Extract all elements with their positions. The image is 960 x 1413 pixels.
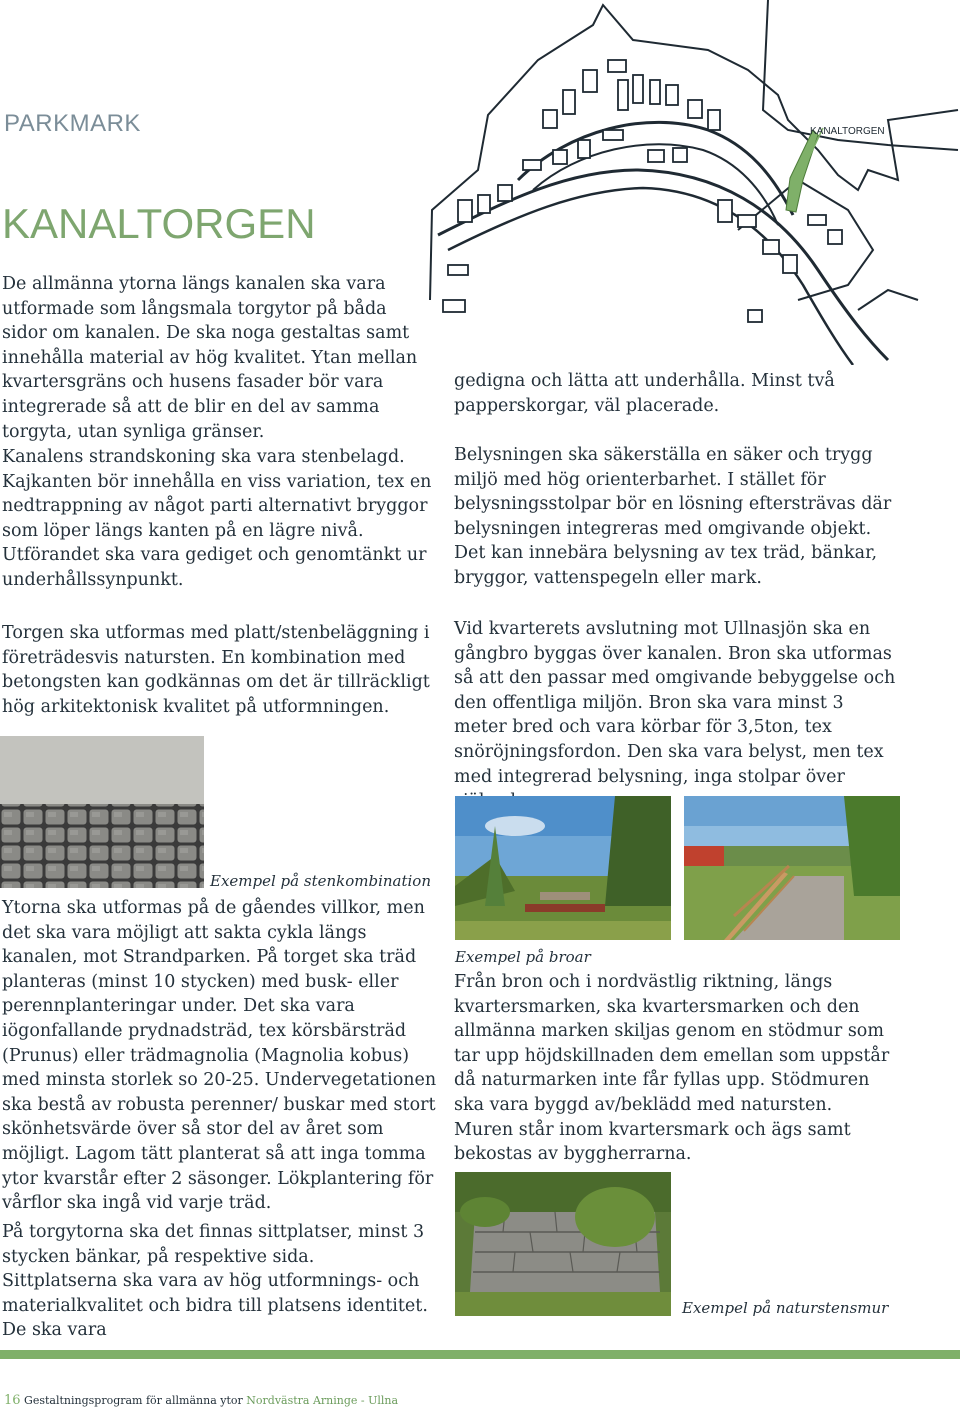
left-paragraph-2: Kanalens strandskoning ska vara stenbelagd. Kajkanten bör innehålla en viss variation, tex en nedtrappning av något parti alternativt bryggor som löper längs kanten på en lägre nivå. Utförandet ska vara gediget och genomtänkt ur underhållssynpunkt.	[2, 447, 432, 590]
left-paragraph-4: Ytorna ska utformas på de gåendes villkor, men det ska vara möjligt att sakta cykla längs kanalen, mot Strandparken. På torget ska träd planteras (minst 10 stycken) med busk- eller perennplanteringar under. Det ska vara iögonfallande prydnadsträd, tex körsbärsträd (Prunus) eller trädmagnolia (Magnolia kobus) med minsta storlek so 20-25. Undervegetationen ska bestå av robusta perenner/ buskar med stort skönhetsvärde över så stor del av året som möjligt. Lagom tätt planterat så att inga tomma ytor kvarstår efter 2 säsonger. Lökplantering för vårflor ska ingå vid varje träd.	[2, 898, 437, 1214]
footer	[4, 1393, 398, 1408]
site-plan-map	[418, 0, 960, 365]
bridges-caption: Exempel på broar	[455, 948, 591, 966]
right-paragraph-3: Vid kvarterets avslutning mot Ullnasjön ska en gångbro byggas över kanalen. Bron ska utformas så att den passar med omgivande bebyggelse och den offentliga miljön. Bron ska vara minst 3 meter bred och vara körbar för 3,5ton, tex snöröjningsfordon. Den ska vara belyst, men tex med integrerad belysning, inga stolpar över	[454, 619, 896, 787]
footer-text: Gestaltningsprogram för allmänna ytor	[24, 1394, 243, 1407]
page-title: KANALTORGEN	[2, 200, 316, 247]
footer-area: Nordvästra Arninge - Ullna	[246, 1394, 399, 1407]
stone-wall-photo	[455, 1172, 671, 1316]
left-paragraph-5: På torgytorna ska det finnas sittplatser, minst 3 stycken bänkar, på respektive sida. Sittplatserna ska vara av hög utformnings- och materialkvalitet och bidra till platsens identitet. De ska vara	[2, 1222, 428, 1341]
section-label: PARKMARK	[4, 110, 141, 137]
page-number: 16	[4, 1393, 21, 1408]
right-paragraph-2: Belysningen ska säkerställa en säker och trygg miljö med hög orienterbarhet. I stället för belysningsstolpar bör en lösning eftersträvas där belysningen integreras med omgivande objekt. Det kan innebära belysning av tex träd, bänkar, bryggor, vattenspegeln eller mark.	[454, 445, 892, 588]
wall-caption: Exempel på naturstensmur	[682, 1299, 889, 1317]
bridge-photo-2	[684, 796, 900, 940]
right-paragraph-1: gedigna och lätta att underhålla. Minst två papperskorgar, väl placerade.	[454, 371, 835, 416]
stone-caption: Exempel på stenkombination	[210, 872, 431, 890]
bridge-photo-1	[455, 796, 671, 940]
footer-rule	[0, 1350, 960, 1359]
right-paragraph-4: Från bron och i nordvästlig riktning, längs kvartersmarken, ska kvartersmarken och den allmänna marken skiljas genom en stödmur som tar upp höjdskillnaden dem emellan som uppstår då naturmarken inte får fyllas upp. Stödmuren ska vara byggd av/beklädd med natursten. Muren står inom kvartersmark och ägs samt bekostas av byggherrarna.	[454, 972, 890, 1165]
left-paragraph-3: Torgen ska utformas med platt/stenbeläggning i företrädesvis natursten. En kombination med betongsten kan godkännas om det är tillräckligt hög arkitektonisk kvalitet på utformningen.	[2, 623, 430, 717]
left-paragraph-1: De allmänna ytorna längs kanalen ska vara utformade som långsmala torgytor på båda sidor om kanalen. De ska noga gestaltas samt innehålla material av hög kvalitet. Ytan mellan kvartersgräns och husens fasader bör vara integrerade så att de blir en del av samma torgyta, utan synliga gränser.	[2, 274, 418, 442]
map-label: KANALTORGEN	[810, 126, 885, 137]
stone-paving-photo	[0, 736, 204, 888]
